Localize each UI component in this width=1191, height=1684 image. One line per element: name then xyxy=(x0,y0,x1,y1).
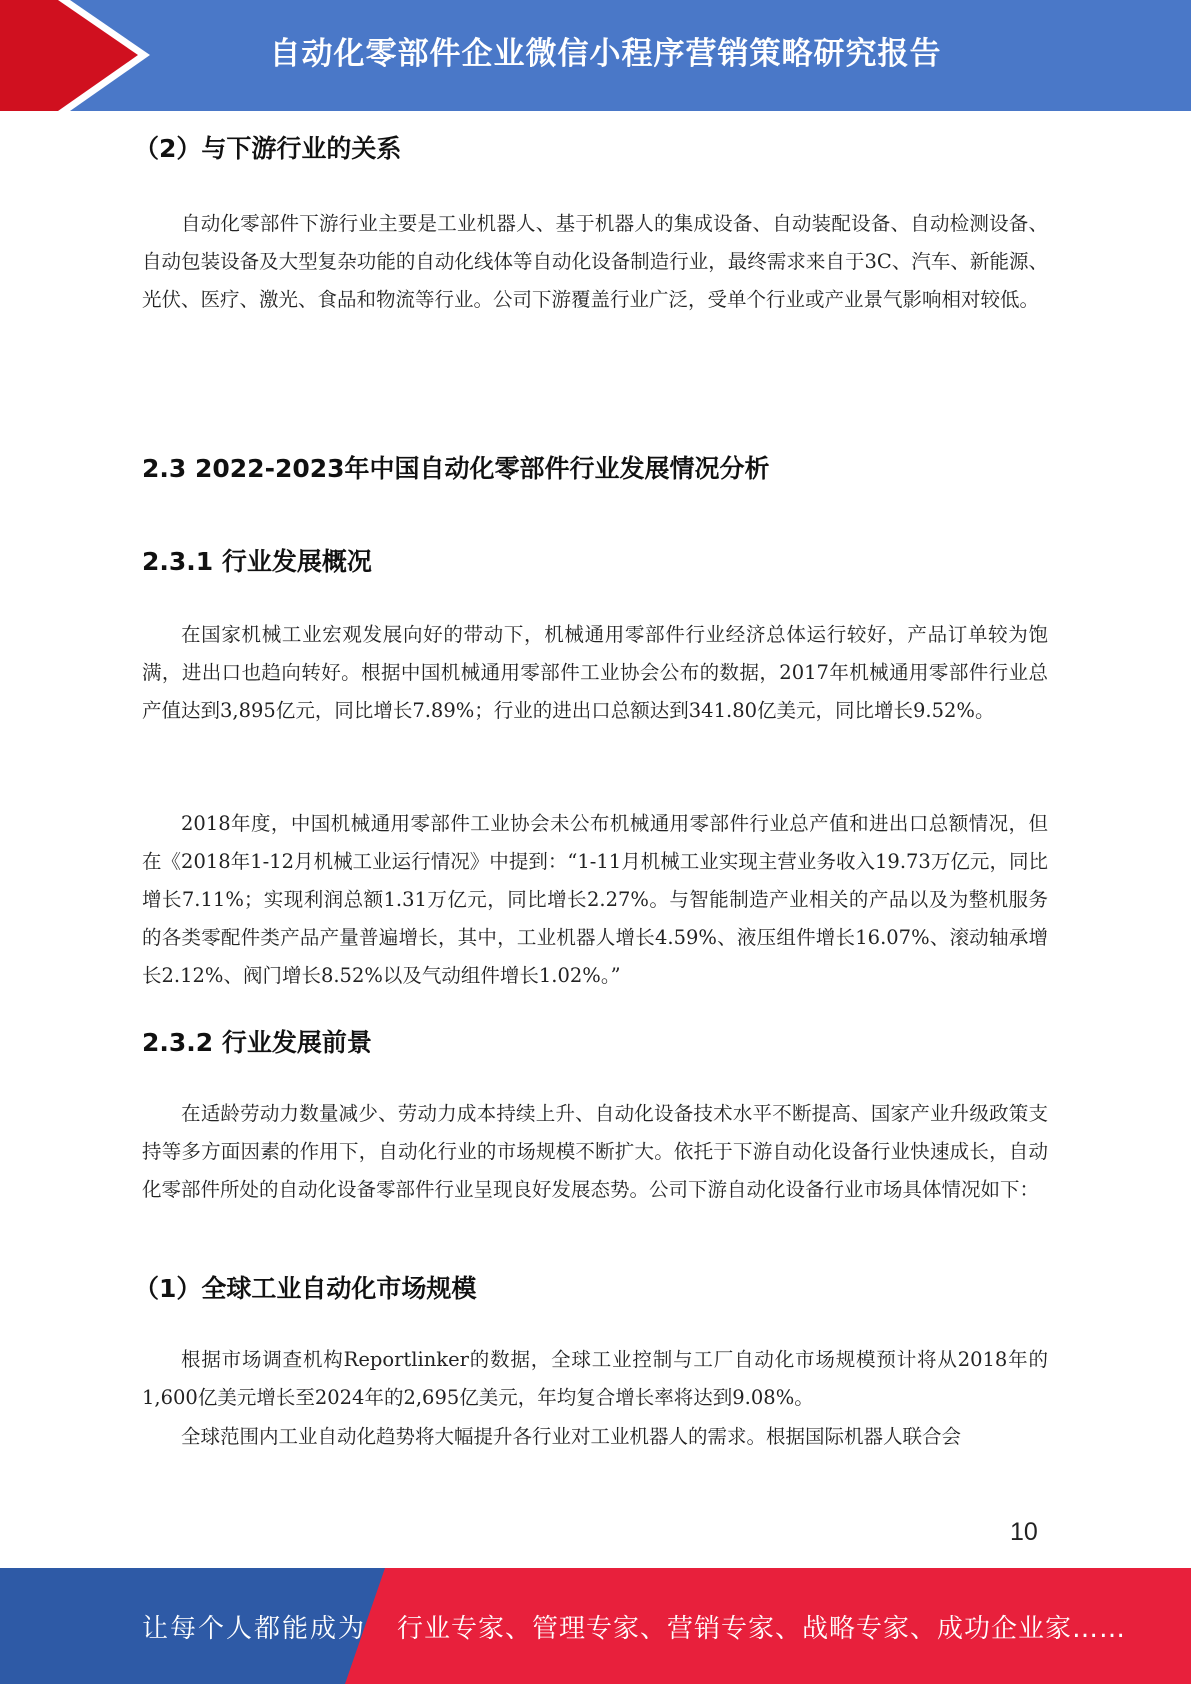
page-number: 10 xyxy=(1010,1518,1038,1546)
footer-bar xyxy=(0,1568,1191,1684)
section-heading-global-market: （1）全球工业自动化市场规模 xyxy=(134,1274,477,1303)
section-heading-2-3: 2.3 2022-2023年中国自动化零部件行业发展情况分析 xyxy=(142,454,770,483)
paragraph-industry-overview-1: 在国家机械工业宏观发展向好的带动下，机械通用零部件行业经济总体运行较好，产品订单较为饱满，进出口也趋向转好。根据中国机械通用零部件工业协会公布的数据，2017年机械通用零部件行业总产值达到3,895亿元，同比增长7.89%；行业的进出口总额达到341.80亿美元，同比增长9.52%。 xyxy=(142,623,1048,722)
section-heading-2-3-2: 2.3.2 行业发展前景 xyxy=(142,1028,372,1057)
header-bar xyxy=(0,0,1191,111)
paragraph-downstream: 自动化零部件下游行业主要是工业机器人、基于机器人的集成设备、自动装配设备、自动检测设备、自动包装设备及大型复杂功能的自动化线体等自动化设备制造行业，最终需求来自于3C、汽车、新能源、光伏、医疗、激光、食品和物流等行业。公司下游覆盖行业广泛，受单个行业或产业景气影响相对较低。 xyxy=(142,212,1048,311)
paragraph-global-market-2: 全球范围内工业自动化趋势将大幅提升各行业对工业机器人的需求。根据国际机器人联合会 xyxy=(181,1425,962,1448)
paragraph-industry-outlook: 在适龄劳动力数量减少、劳动力成本持续上升、自动化设备技术水平不断提高、国家产业升级政策支持等多方面因素的作用下，自动化行业的市场规模不断扩大。依托于下游自动化设备行业快速成长，自动化零部件所处的自动化设备零部件行业呈现良好发展态势。公司下游自动化设备行业市场具体情况如下： xyxy=(142,1102,1048,1201)
footer-slogan-left: 让每个人都能成为 xyxy=(142,1613,367,1644)
paragraph-global-market-1: 根据市场调查机构Reportlinker的数据，全球工业控制与工厂自动化市场规模预计将从2018年的1,600亿美元增长至2024年的2,695亿美元，年均复合增长率将达到9.08%。 xyxy=(142,1348,1048,1409)
header-chevron-icon xyxy=(0,0,160,111)
report-title: 自动化零部件企业微信小程序营销策略研究报告 xyxy=(269,35,942,72)
section-heading-2-3-1: 2.3.1 行业发展概况 xyxy=(142,547,372,576)
section-heading-downstream: （2）与下游行业的关系 xyxy=(134,134,402,163)
paragraph-industry-overview-2: 2018年度，中国机械通用零部件工业协会未公布机械通用零部件行业总产值和进出口总额情况，但在《2018年1-12月机械工业运行情况》中提到：“1-11月机械工业实现主营业务收入19.73万亿元，同比增长7.11%；实现利润总额1.31万亿元，同比增长2.27%。与智能制造产业相关的产品以及为整机服务的各类零配件类产品产量普遍增长，其中，工业机器人增长4.59%、液压组件增长16.07%、滚动轴承增长2.12%、阀门增长8.52%以及气动组件增长1.02%。” xyxy=(142,812,1048,987)
footer-slogan-right: 行业专家、管理专家、营销专家、战略专家、成功企业家…… xyxy=(397,1613,1127,1644)
